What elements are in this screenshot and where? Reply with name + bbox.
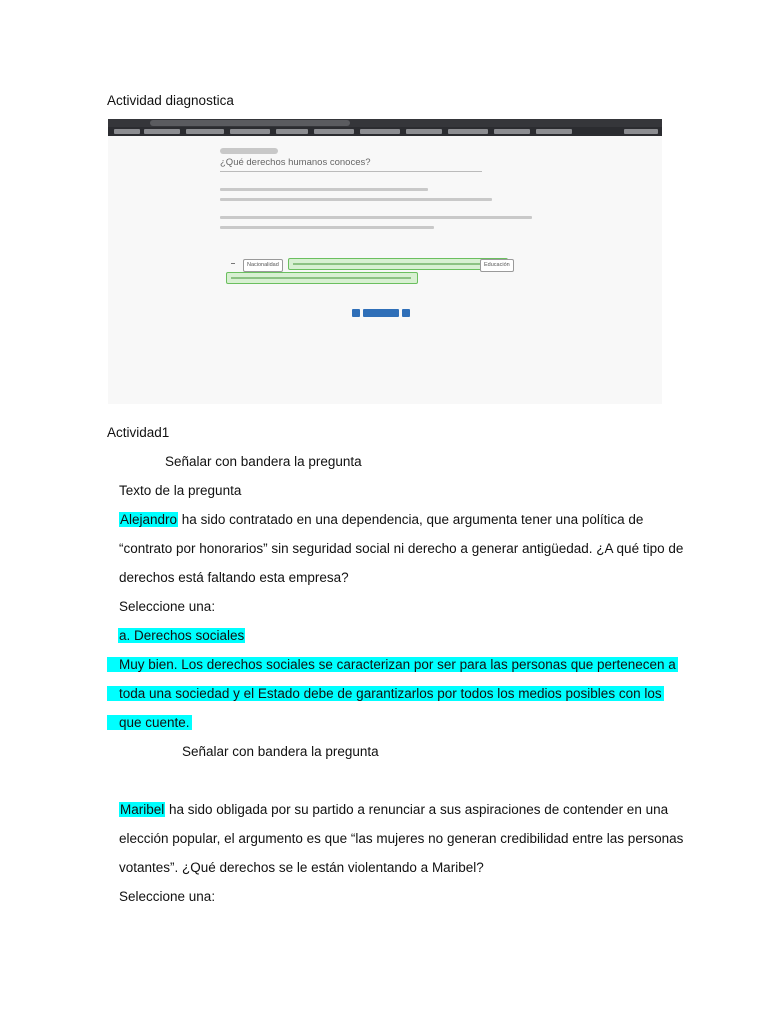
q1-line-1-text: ha sido contratado en una dependencia, que argumenta tener una política de xyxy=(178,512,644,527)
question-label: Texto de la pregunta xyxy=(119,483,242,498)
feedback-box-2 xyxy=(226,272,418,284)
q1-select-label: Seleccione una: xyxy=(119,599,216,614)
q2-line-3: votantes”. ¿Qué derechos se le están violentando a Maribel? xyxy=(119,860,484,875)
prev-button xyxy=(352,309,360,317)
q2-name: Maribel xyxy=(120,802,165,817)
activity-pill xyxy=(220,148,278,154)
option-educacion: Educación xyxy=(480,259,514,272)
activity-title: Actividad1 xyxy=(107,425,170,440)
next-button xyxy=(363,309,399,317)
option-nacionalidad: Nacionalidad xyxy=(243,259,283,272)
quiz-question-title: ¿Qué derechos humanos conoces? xyxy=(220,157,371,168)
q2-line-2: elección popular, el argumento es que “las mujeres no generan credibilidad entre las personas xyxy=(119,831,684,846)
quiz-page xyxy=(108,136,662,404)
flag-question-1: Señalar con bandera la pregunta xyxy=(165,454,362,469)
page-heading: Actividad diagnostica xyxy=(107,93,234,108)
q1-feedback-3: que cuente. xyxy=(107,715,192,730)
flag-question-2: Señalar con bandera la pregunta xyxy=(182,744,379,759)
end-button xyxy=(402,309,410,317)
q1-feedback-1: Muy bien. Los derechos sociales se caracterizan por ser para las personas que pertenecen a xyxy=(107,657,678,672)
q1-line-1 xyxy=(119,511,643,529)
q2-line-1-text: ha sido obligada por su partido a renunciar a sus aspiraciones de contender en una xyxy=(165,802,669,817)
feedback-box-1 xyxy=(288,258,508,270)
embedded-screenshot xyxy=(108,119,662,404)
q1-answer: a. Derechos sociales xyxy=(119,628,245,643)
q1-line-2: “contrato por honorarios” sin seguridad social ni derecho a generar antigüedad. ¿A qué tipo de xyxy=(119,541,684,556)
divider xyxy=(220,171,482,172)
q2-select-label: Seleccione una: xyxy=(119,889,216,904)
q1-name: Alejandro xyxy=(120,512,178,527)
q1-feedback-2: toda una sociedad y el Estado debe de garantizarlos por todos los medios posibles con los xyxy=(107,686,664,701)
q1-line-3: derechos está faltando esta empresa? xyxy=(119,570,349,585)
bookmarks-bar xyxy=(108,127,662,136)
address-bar xyxy=(150,120,350,126)
browser-toolbar xyxy=(108,119,662,127)
q2-line-1 xyxy=(119,801,668,819)
